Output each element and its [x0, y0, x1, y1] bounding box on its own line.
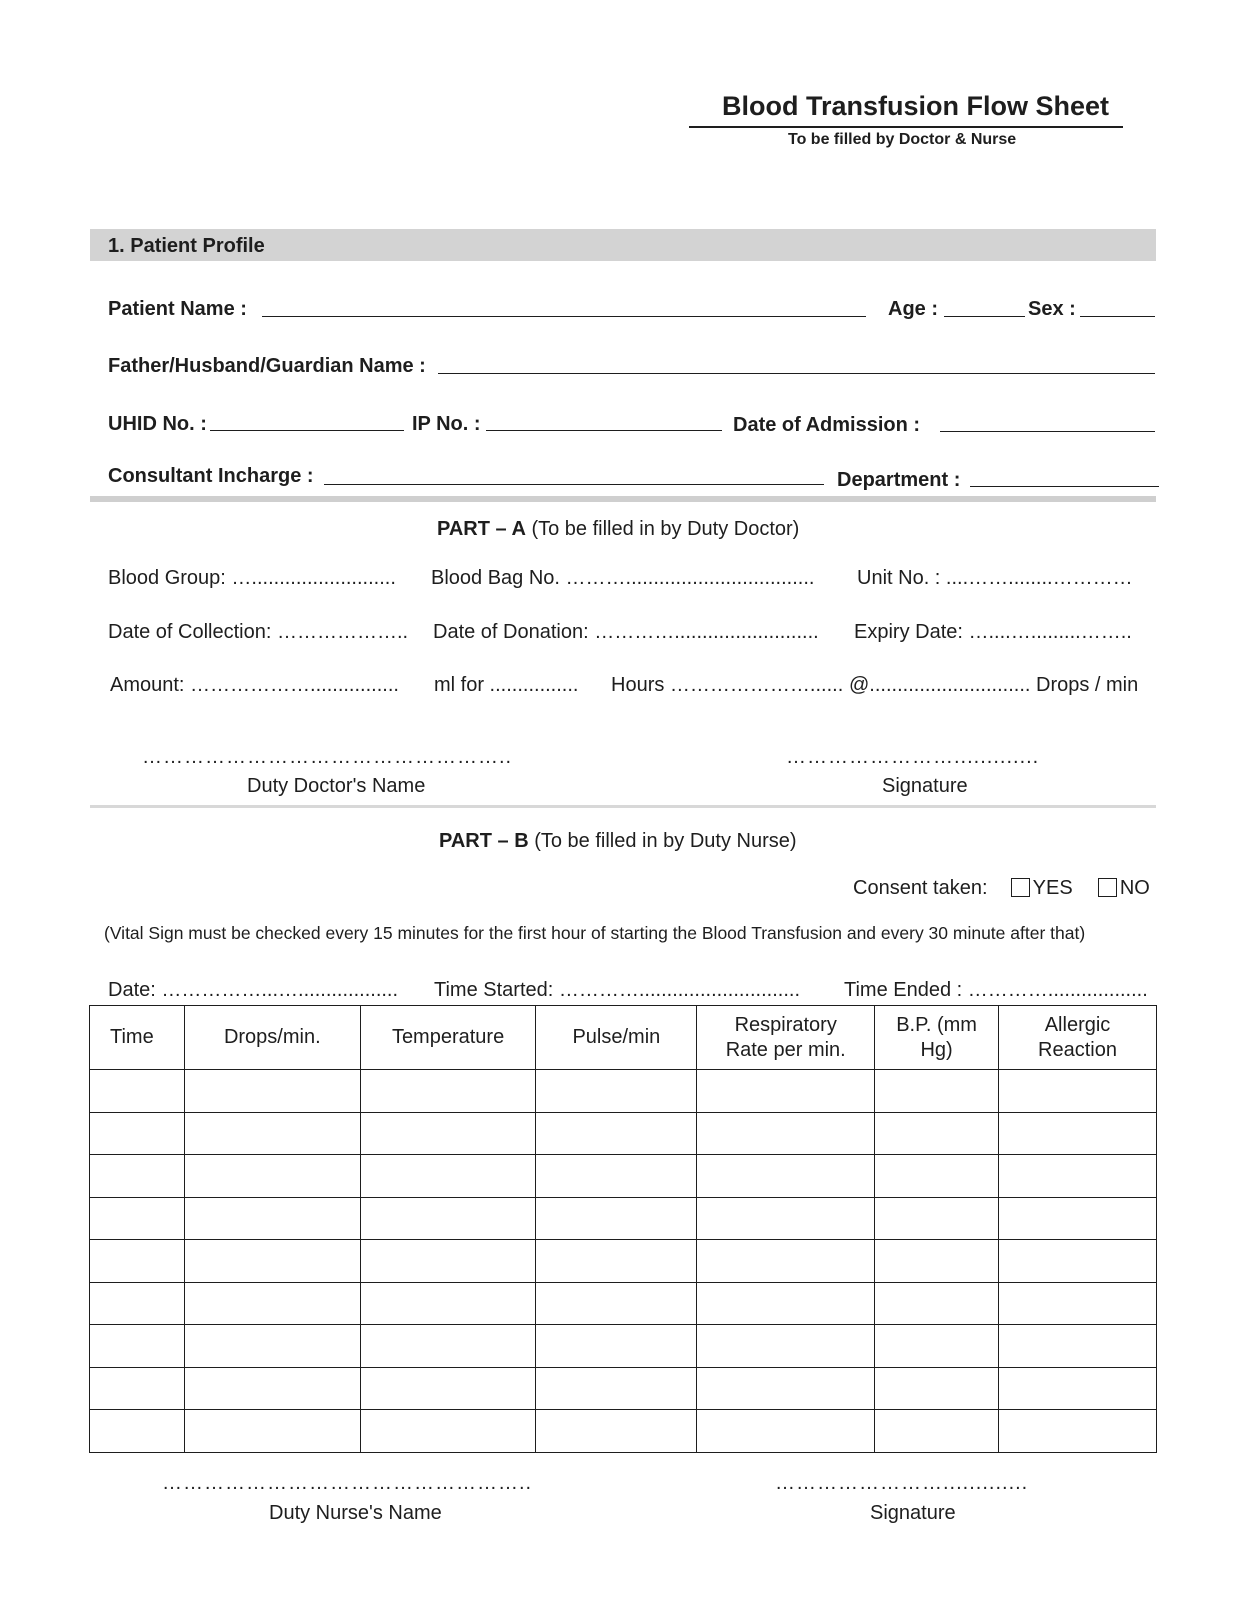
- table-row: [90, 1325, 1157, 1368]
- part-a-heading-bold: PART – A: [437, 518, 526, 540]
- table-cell[interactable]: [360, 1367, 536, 1410]
- table-cell[interactable]: [90, 1155, 185, 1198]
- table-cell[interactable]: [90, 1197, 185, 1240]
- table-header-row: [90, 1006, 1157, 1070]
- uhid-label: UHID No. :: [108, 413, 207, 435]
- ip-label: IP No. :: [412, 413, 481, 435]
- table-cell[interactable]: [184, 1367, 360, 1410]
- table-row: [90, 1112, 1157, 1155]
- table-cell[interactable]: [184, 1282, 360, 1325]
- table-cell[interactable]: [875, 1325, 999, 1368]
- time-started-field[interactable]: Time Started: ………….............................: [434, 979, 800, 1001]
- table-cell[interactable]: [184, 1197, 360, 1240]
- guardian-label: Father/Husband/Guardian Name :: [108, 355, 426, 377]
- table-cell[interactable]: [875, 1410, 999, 1453]
- col-time: Time: [90, 1006, 185, 1070]
- nurse-signature-label: Signature: [870, 1502, 956, 1524]
- table-cell[interactable]: [875, 1155, 999, 1198]
- part-a-heading: [437, 518, 799, 541]
- table-cell[interactable]: [697, 1325, 875, 1368]
- section-divider: [90, 496, 1156, 502]
- table-cell[interactable]: [360, 1240, 536, 1283]
- table-cell[interactable]: [536, 1367, 697, 1410]
- table-row: [90, 1070, 1157, 1113]
- title-underline: [689, 126, 1123, 128]
- table-cell[interactable]: [875, 1240, 999, 1283]
- table-cell[interactable]: [999, 1367, 1157, 1410]
- table-cell[interactable]: [184, 1325, 360, 1368]
- table-cell[interactable]: [360, 1155, 536, 1198]
- patient-name-field[interactable]: [262, 316, 866, 317]
- consent-no-label: NO: [1119, 877, 1150, 899]
- nurse-name-line[interactable]: ……………………………………………..: [162, 1472, 533, 1494]
- table-cell[interactable]: [999, 1155, 1157, 1198]
- part-b-heading: [439, 830, 797, 853]
- consultant-field[interactable]: [324, 484, 824, 485]
- part-a-heading-rest: (To be filled in by Duty Doctor): [525, 518, 800, 540]
- consent-yes-checkbox[interactable]: [1011, 878, 1030, 897]
- age-field[interactable]: [944, 316, 1025, 317]
- vitals-table: [89, 1005, 1157, 1453]
- expiry-date-field[interactable]: Expiry Date: …....….........……..: [854, 621, 1132, 643]
- patient-name-label: Patient Name :: [108, 298, 247, 320]
- form-title: Blood Transfusion Flow Sheet: [722, 91, 1110, 121]
- table-cell[interactable]: [875, 1070, 999, 1113]
- doctor-name-label: Duty Doctor's Name: [247, 775, 426, 797]
- table-cell[interactable]: [90, 1410, 185, 1453]
- table-cell[interactable]: [697, 1070, 875, 1113]
- table-row: [90, 1197, 1157, 1240]
- table-cell[interactable]: [184, 1070, 360, 1113]
- table-cell[interactable]: [184, 1155, 360, 1198]
- hours-field[interactable]: Hours …………………......: [611, 674, 844, 696]
- consent-no-checkbox[interactable]: [1098, 878, 1117, 897]
- table-cell[interactable]: [536, 1197, 697, 1240]
- col-bp: B.P. (mm Hg): [875, 1006, 999, 1070]
- consultant-label: Consultant Incharge :: [108, 465, 314, 487]
- table-row: [90, 1367, 1157, 1410]
- table-cell[interactable]: [999, 1197, 1157, 1240]
- table-row: [90, 1155, 1157, 1198]
- table-cell[interactable]: [184, 1410, 360, 1453]
- table-cell[interactable]: [697, 1410, 875, 1453]
- table-cell[interactable]: [697, 1240, 875, 1283]
- vitals-table-body: [90, 1070, 1157, 1453]
- table-cell[interactable]: [184, 1240, 360, 1283]
- sex-field[interactable]: [1080, 316, 1155, 317]
- table-cell[interactable]: [360, 1410, 536, 1453]
- col-allergic-reaction: Allergic Reaction: [999, 1006, 1157, 1070]
- part-divider: [90, 805, 1156, 808]
- age-label: Age :: [888, 298, 938, 320]
- form-subtitle: To be filled by Doctor & Nurse: [788, 131, 1017, 148]
- table-cell[interactable]: [536, 1070, 697, 1113]
- time-ended-field[interactable]: Time Ended : …………..................: [844, 979, 1148, 1001]
- date-donation-field[interactable]: Date of Donation: …………..........................: [433, 621, 819, 643]
- date-collection-field[interactable]: Date of Collection: ………………..: [108, 621, 409, 643]
- table-cell[interactable]: [697, 1282, 875, 1325]
- doctor-signature-label: Signature: [882, 775, 968, 797]
- consent-label: Consent taken:: [853, 877, 988, 899]
- table-cell[interactable]: [536, 1155, 697, 1198]
- table-cell[interactable]: [999, 1325, 1157, 1368]
- table-cell[interactable]: [875, 1197, 999, 1240]
- table-cell[interactable]: [360, 1325, 536, 1368]
- consent-row: [853, 877, 1150, 900]
- uhid-field[interactable]: [210, 430, 404, 431]
- table-cell[interactable]: [90, 1070, 185, 1113]
- table-cell[interactable]: [697, 1367, 875, 1410]
- consent-yes-label: YES: [1032, 877, 1073, 899]
- nurse-name-label: Duty Nurse's Name: [269, 1502, 442, 1524]
- table-cell[interactable]: [536, 1325, 697, 1368]
- department-label: Department :: [837, 469, 961, 491]
- table-cell[interactable]: [999, 1112, 1157, 1155]
- table-cell[interactable]: [184, 1112, 360, 1155]
- table-cell[interactable]: [999, 1282, 1157, 1325]
- table-cell[interactable]: [90, 1112, 185, 1155]
- col-pulse: Pulse/min: [536, 1006, 697, 1070]
- table-cell[interactable]: [360, 1070, 536, 1113]
- date-field[interactable]: Date: ……………...…..................: [108, 979, 399, 1001]
- table-cell[interactable]: [999, 1410, 1157, 1453]
- table-cell[interactable]: [875, 1367, 999, 1410]
- unit-no-field[interactable]: Unit No. : ....……........…………: [857, 567, 1133, 589]
- admission-label: Date of Admission :: [733, 414, 921, 436]
- col-drops: Drops/min.: [184, 1006, 360, 1070]
- table-cell[interactable]: [360, 1112, 536, 1155]
- table-cell[interactable]: [90, 1325, 185, 1368]
- col-respiratory-rate: Respiratory Rate per min.: [697, 1006, 875, 1070]
- doctor-name-line[interactable]: ……………………………………………..: [142, 746, 513, 768]
- table-cell[interactable]: [697, 1112, 875, 1155]
- guardian-field[interactable]: [438, 373, 1155, 374]
- table-cell[interactable]: [90, 1282, 185, 1325]
- table-cell[interactable]: [999, 1070, 1157, 1113]
- department-field[interactable]: [970, 486, 1159, 487]
- table-cell[interactable]: [536, 1410, 697, 1453]
- ml-for-field[interactable]: ml for ................: [434, 674, 579, 696]
- part-b-heading-rest: (To be filled in by Duty Nurse): [528, 830, 797, 852]
- patient-profile-title: 1. Patient Profile: [108, 235, 265, 257]
- table-cell[interactable]: [875, 1282, 999, 1325]
- table-cell[interactable]: [360, 1197, 536, 1240]
- table-cell[interactable]: [536, 1112, 697, 1155]
- admission-field[interactable]: [940, 431, 1155, 432]
- table-cell[interactable]: [360, 1282, 536, 1325]
- table-cell[interactable]: [875, 1112, 999, 1155]
- amount-field[interactable]: Amount: ………………................: [110, 674, 399, 696]
- table-cell[interactable]: [90, 1240, 185, 1283]
- table-cell[interactable]: [697, 1155, 875, 1198]
- table-row: [90, 1410, 1157, 1453]
- table-cell[interactable]: [536, 1282, 697, 1325]
- table-cell[interactable]: [999, 1240, 1157, 1283]
- sex-label: Sex :: [1028, 298, 1076, 320]
- vital-sign-note: (Vital Sign must be checked every 15 minutes for the first hour of starting the Blood Transfusion and every 30 minute after that): [104, 923, 1086, 943]
- table-cell[interactable]: [536, 1240, 697, 1283]
- doctor-signature-line[interactable]: …………………….............: [786, 746, 1040, 768]
- blood-group-field[interactable]: Blood Group: …..........................: [108, 567, 396, 589]
- table-row: [90, 1282, 1157, 1325]
- table-row: [90, 1240, 1157, 1283]
- ip-field[interactable]: [486, 430, 722, 431]
- col-temperature: Temperature: [360, 1006, 536, 1070]
- nurse-signature-line[interactable]: …………………….............: [775, 1472, 1029, 1494]
- drops-field[interactable]: @............................. Drops / min: [849, 674, 1139, 696]
- part-b-heading-bold: PART – B: [439, 830, 529, 852]
- blood-bag-field[interactable]: Blood Bag No. ………..................................: [431, 567, 815, 589]
- table-cell[interactable]: [697, 1197, 875, 1240]
- table-cell[interactable]: [90, 1367, 185, 1410]
